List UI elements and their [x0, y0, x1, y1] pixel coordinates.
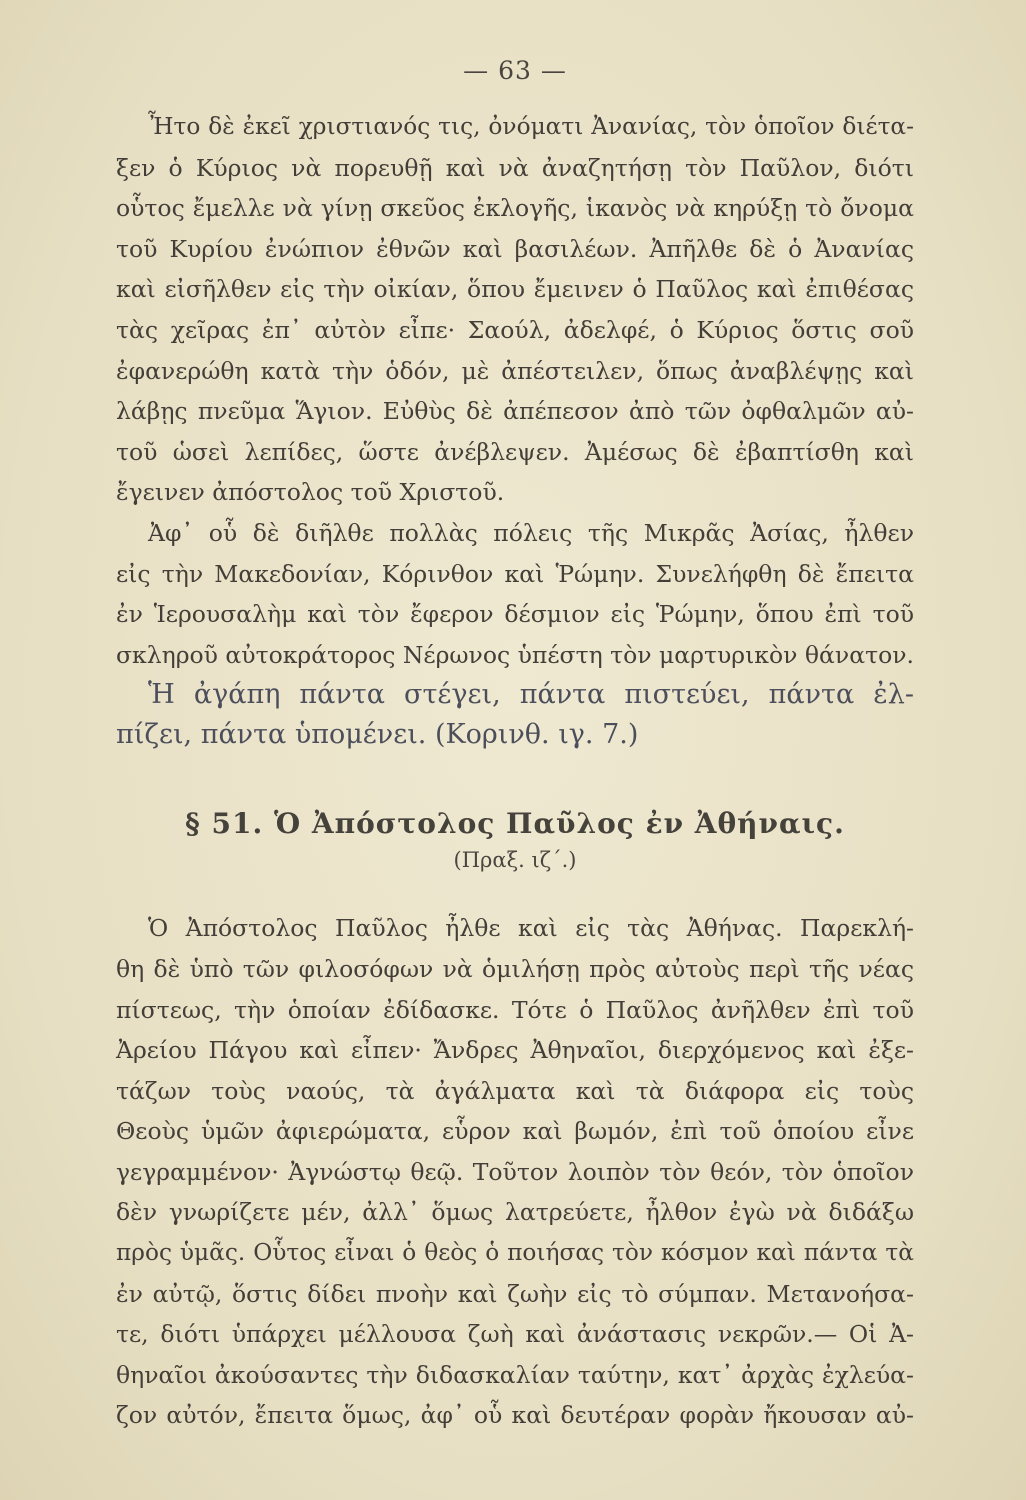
text-line: τὰς χεῖρας ἐπ᾽ αὐτὸν εἶπε· Σαούλ, ἀδελφέ, ὁ Κύριος ὅστις σοῦ: [116, 315, 914, 344]
scripture-quote: [116, 675, 914, 755]
text-line: ζον αὐτόν, ἔπειτα ὅμως, ἀφ᾽ οὗ καὶ δευτέραν φορὰν ἤκουσαν αὐ-: [116, 1401, 914, 1430]
paragraph-journeys: [116, 513, 914, 675]
text-line: εἰς τὴν Μακεδονίαν, Κόρινθον καὶ Ῥώμην. Συνελήφθη δὲ ἔπειτα: [116, 559, 914, 588]
text-line: θηναῖοι ἀκούσαντες τὴν διδασκαλίαν ταύτην, κατ᾽ ἀρχὰς ἐχλεύα-: [116, 1360, 914, 1389]
text-line: γεγραμμένον· Ἀγνώστῳ θεῷ. Τοῦτον λοιπὸν τὸν θεόν, τὸν ὁποῖον: [116, 1157, 914, 1186]
text-line: τάζων τοὺς ναούς, τὰ ἀγάλματα καὶ τὰ διάφορα εἰς τοὺς: [116, 1076, 914, 1105]
paragraph-ananias: [116, 107, 914, 513]
text-line: ἐν Ἱερουσαλὴμ καὶ τὸν ἔφερον δέσμιον εἰς Ῥώμην, ὅπου ἐπὶ τοῦ: [116, 600, 914, 629]
quote-line: Ἡ ἀγάπη πάντα στέγει, πάντα πιστεύει, πάντα ἐλ-: [148, 679, 914, 711]
text-line: τε, διότι ὑπάρχει μέλλουσα ζωὴ καὶ ἀνάστασις νεκρῶν.— Οἱ Ἀ-: [116, 1320, 914, 1349]
text-line: Ἀφ᾽ οὗ δὲ διῆλθε πολλὰς πόλεις τῆς Μικρᾶς Ἀσίας, ἦλθεν: [148, 518, 914, 547]
text-line: σκληροῦ αὐτοκράτορος Νέρωνος ὑπέστη τὸν μαρτυρικὸν θάνατον.: [116, 640, 914, 669]
quote-line: πίζει, πάντα ὑπομένει. (Κορινθ. ιγ. 7.): [116, 719, 639, 751]
text-line: τοῦ ὡσεὶ λεπίδες, ὥστε ἀνέβλεψεν. Ἀμέσως δὲ ἐβαπτίσθη καὶ: [116, 437, 914, 466]
paragraph-athens: [116, 908, 914, 1436]
text-line: ἐν αὐτῷ, ὅστις δίδει πνοὴν καὶ ζωὴν εἰς τὸ σύμπαν. Μετανοήσα-: [116, 1279, 914, 1308]
text-line: δὲν γνωρίζετε μέν, ἀλλ᾽ ὅμως λατρεύετε, ἦλθον ἐγὼ νὰ διδάξω: [116, 1198, 914, 1227]
text-line: Θεοὺς ὑμῶν ἀφιερώματα, εὗρον καὶ βωμόν, ἐπὶ τοῦ ὁποίου εἶνε: [116, 1117, 914, 1146]
text-line: οὗτος ἔμελλε νὰ γίνῃ σκεῦος ἐκλογῆς, ἱκανὸς νὰ κηρύξῃ τὸ ὄνομα: [116, 194, 914, 223]
text-line: ἐφανερώθη κατὰ τὴν ὁδόν, μὲ ἀπέστειλεν, ὅπως ἀναβλέψῃς καὶ: [116, 356, 914, 385]
text-line: ἔγεινεν ἀπόστολος τοῦ Χριστοῦ.: [116, 478, 505, 507]
text-line: πίστεως, τὴν ὁποίαν ἐδίδασκε. Τότε ὁ Παῦλος ἀνῆλθεν ἐπὶ τοῦ: [116, 995, 914, 1024]
text-line: Ἀρείου Πάγου καὶ εἶπεν· Ἄνδρες Ἀθηναῖοι, διερχόμενος καὶ ἐξε-: [116, 1036, 914, 1065]
section-heading: § 51. Ὁ Ἀπόστολος Παῦλος ἐν Ἀθήναις.: [185, 807, 845, 841]
text-line: λάβῃς πνεῦμα Ἅγιον. Εὐθὺς δὲ ἀπέπεσον ἀπὸ τῶν ὀφθαλμῶν αὐ-: [116, 397, 914, 426]
section-reference: (Πραξ. ιζ΄.): [453, 848, 577, 873]
text-line: Ἦτο δὲ ἐκεῖ χριστιανός τις, ὀνόματι Ἀνανίας, τὸν ὁποῖον διέτα-: [148, 113, 914, 140]
text-line: πρὸς ὑμᾶς. Οὗτος εἶναι ὁ θεὸς ὁ ποιήσας τὸν κόσμον καὶ πάντα τὰ: [116, 1239, 914, 1267]
text-line: καὶ εἰσῆλθεν εἰς τὴν οἰκίαν, ὅπου ἔμεινεν ὁ Παῦλος καὶ ἐπιθέσας: [116, 275, 914, 304]
text-line: θη δὲ ὑπὸ τῶν φιλοσόφων νὰ ὁμιλήσῃ πρὸς αὐτοὺς περὶ τῆς νέας: [116, 954, 914, 983]
text-line: ξεν ὁ Κύριος νὰ πορευθῇ καὶ νὰ ἀναζητήσῃ τὸν Παῦλον, διότι: [116, 153, 914, 182]
page-number: — 63 —: [463, 56, 567, 85]
text-line: τοῦ Κυρίου ἐνώπιον ἐθνῶν καὶ βασιλέων. Ἀπῆλθε δὲ ὁ Ἀνανίας: [116, 234, 914, 263]
text-line: Ὁ Ἀπόστολος Παῦλος ἦλθε καὶ εἰς τὰς Ἀθήνας. Παρεκλή-: [148, 914, 914, 943]
